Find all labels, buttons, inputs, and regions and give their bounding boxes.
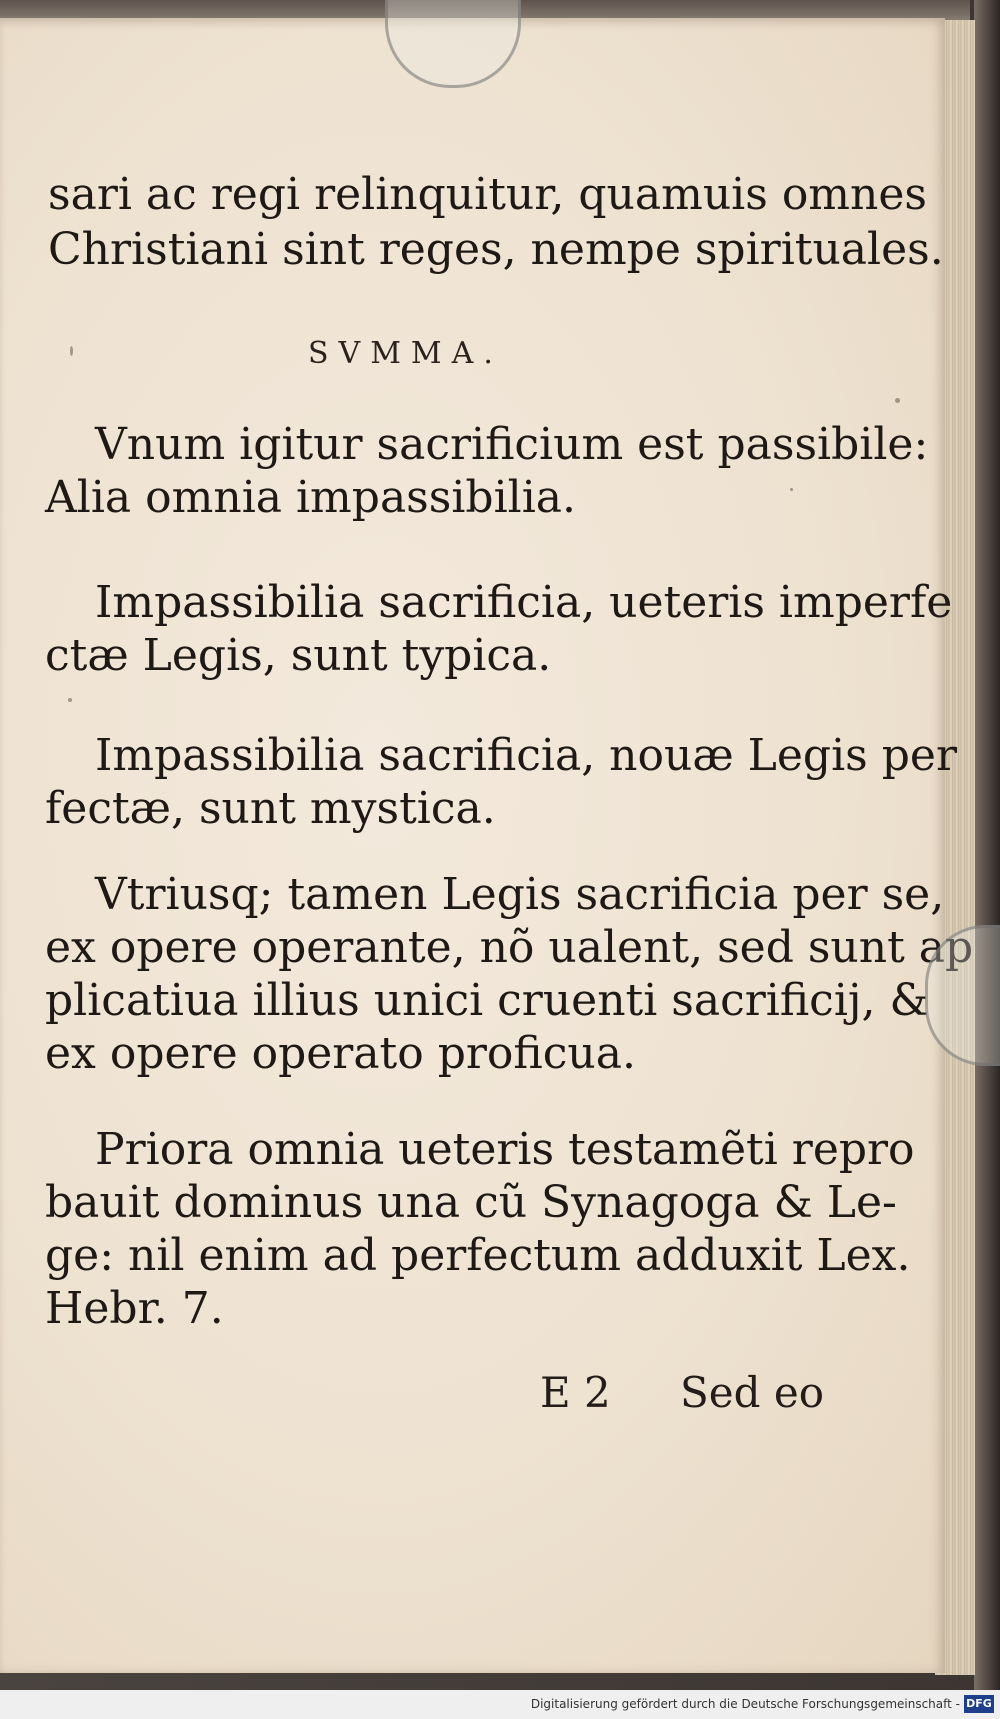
catchword: Sed eo [680,1368,825,1417]
text-line: ctæ Legis, sunt typica. [45,630,552,681]
signature-mark: E 2 [540,1368,611,1417]
section-heading: SVMMA. [308,336,503,371]
text-line: Hebr. 7. [45,1283,224,1334]
text-line: Vnum igitur sacrificium est passibile: [95,419,929,470]
text-line: ge: nil enim ad perfectum adduxit Lex. [45,1230,911,1281]
dfg-logo: DFG [964,1695,994,1713]
book-board-right [974,0,1000,1690]
text-line: plicatiua illius unici cruenti sacrificij, & [45,975,929,1026]
text-line: Vtriusq; tamen Legis sacrificia per se, [95,869,945,920]
digitization-attribution: Digitalisierung gefördert durch die Deutsche Forschungsgemeinschaft - [530,1697,960,1711]
ink-speck [70,346,73,356]
text-line: Priora omnia ueteris testamẽti repro [95,1124,915,1175]
text-line: ex opere operante, nõ ualent, sed sunt ap [45,922,974,973]
text-line: Impassibilia sacrificia, nouæ Legis per [95,730,957,781]
text-line: ex opere operato proficua. [45,1028,636,1079]
text-line: bauit dominus una cũ Synagoga & Le- [45,1177,897,1228]
ink-speck [895,398,900,403]
text-line: Christiani sint reges, nempe spirituales. [48,224,944,275]
text-line: Impassibilia sacrificia, ueteris imperfe [95,577,953,628]
text-line: Alia omnia impassibilia. [45,472,577,523]
text-line: fectæ, sunt mystica. [45,783,496,834]
book-page [0,18,974,1673]
ink-speck [790,488,793,491]
ink-speck [68,698,72,702]
text-line: sari ac regi relinquitur, quamuis omnes [48,169,927,220]
